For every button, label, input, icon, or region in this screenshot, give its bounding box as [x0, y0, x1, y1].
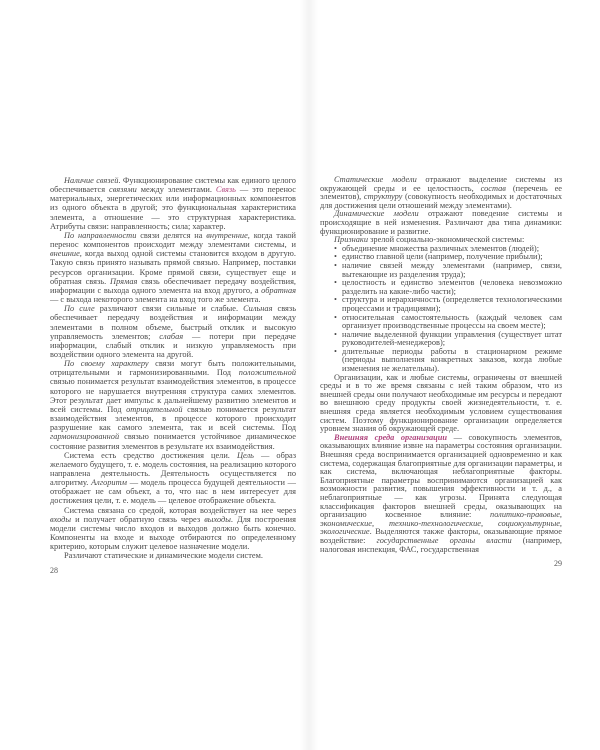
emphasized-term: Динамические модели: [334, 209, 419, 219]
emphasized-term: Наличие связей: [64, 176, 119, 185]
book-gutter-shadow: [300, 0, 318, 750]
text-run: различают связи сильные и слабые.: [94, 304, 244, 314]
emphasized-term: состав: [480, 183, 506, 193]
text-run: (совокупность необходимых и достаточных для достижения цели отношений между элементами).: [320, 192, 562, 210]
text-run: . Функционирование системы как единого целого обеспечивается: [50, 176, 296, 195]
text-run: (перечень ее элементов),: [320, 183, 562, 202]
emphasized-term: Прямая: [110, 276, 138, 286]
right-page: [320, 176, 562, 569]
list-item: • относительная самостоятельность (каждый человек сам организует производственные процессы на своем месте);: [334, 314, 562, 331]
emphasized-term: слабая: [159, 331, 184, 341]
text-run: и получает обратную связь через: [71, 514, 205, 524]
emphasized-term: гармонизированной: [50, 432, 120, 442]
text-run: . Для построения модели системы число входов и выходов должно быть конечно. Компоненты на входе и выходе отбираются по определенному критерию, которым служит целевое назначение модели.: [50, 514, 296, 552]
list-item: • длительные периоды работы в стационарном режиме (периоды выполнения конкретных заказов, когда любые изменения не желательны).: [334, 348, 562, 374]
emphasized-term: выходы: [204, 514, 231, 524]
text-run: Организации, как и любые системы, ограничены от внешней среды и в то же время связаны с ней таким образом, что из внешней среды они получают необходимые им ресурсы и передают во внешнюю среду продукты своей жизнедеятельности, т. е. внешняя среда является необходимым условием существования систем. Поэтому функционирование организации определяется уровнем знания об окружающей среде.: [320, 372, 562, 434]
text-run: — это перенос материальных, энергетических или информационных компонентов из одного объекта в другой; это функциональная характеристика элемента, а отношение — это структурная характеристика. Атрибуты связи: направленность; сила; характер.: [50, 185, 297, 231]
list-item: • наличие связей между элементами (например, связи, вытекающие из разделения труда);: [334, 262, 562, 279]
emphasized-term: внутренние: [206, 230, 248, 240]
text-run: ,: [559, 510, 562, 520]
emphasized-term: Связь: [215, 185, 236, 195]
right-page-text: [320, 176, 562, 554]
emphasized-term: технико-технологические: [388, 518, 481, 528]
emphasized-term: внешние: [50, 249, 80, 259]
paragraph: [50, 304, 296, 359]
list-item: • объединение множества различных элементов (людей);: [334, 245, 562, 254]
paragraph: [50, 176, 296, 231]
paragraph: [50, 551, 296, 560]
paragraph: [320, 374, 562, 434]
emphasized-term: По направленности: [64, 230, 137, 240]
emphasized-term: Алгоритм: [91, 478, 127, 488]
emphasized-term: структуру: [363, 192, 403, 202]
text-run: зрелой социально-экономической системы:: [368, 235, 525, 245]
emphasized-term: государственные органы власти: [376, 535, 512, 545]
paragraph: [50, 451, 296, 506]
emphasized-term: Внешняя среда организации: [334, 432, 448, 442]
text-run: между элементами.: [136, 185, 216, 195]
emphasized-term: экологические: [320, 527, 370, 537]
paragraph: [320, 210, 562, 236]
paragraph: [320, 176, 562, 210]
features-list: [320, 245, 562, 374]
emphasized-term: обратная: [261, 285, 296, 295]
emphasized-term: экономические: [320, 518, 372, 528]
text-run: — совокупность элементов, оказывающих влияние извне на параметры состояния организации. Внешняя среда воспринимается организацией одновременно и как система, содержащая благоприятные для организации параметры, и как система, включающая неблагоприятные факторы. Благоприятные параметры воспринимаются организацией как возможности развития, повышения эффективности и т. д., а неблагоприятные — как угрозы. Принята следующая классификация факторов внешней среды, оказывающих на организацию косвенное влияние:: [320, 432, 562, 520]
emphasized-term: социокультурные: [497, 518, 560, 528]
emphasized-term: Статические модели: [334, 175, 417, 184]
text-run: связью понимается результат взаимодействия элементов, в процессе которого происходит разрушение как самого элемента, так и всей системы. Под: [50, 404, 296, 433]
left-page: [50, 176, 296, 576]
text-run: Различают статические и динамические модели систем.: [64, 551, 263, 561]
emphasized-term: Сильная: [243, 304, 273, 314]
text-run: ,: [371, 518, 389, 528]
text-run: — образ желаемого будущего, т. е. модель состояния, на реализацию которого направлена деятельность. Деятельность осуществляется по алгоритму.: [50, 450, 296, 488]
text-run: , когда такой перенос компонентов происходит между элементами системы, и: [50, 230, 297, 250]
emphasized-term: положительной: [238, 368, 296, 378]
text-run: связь обеспечивает передачу воздействия, информации с выхода одного элемента на вход другого, а: [50, 276, 296, 295]
text-run: (например, налоговая инспекция, ФАС, государственная: [320, 535, 562, 554]
text-run: отражают выделение системы из окружающей среды и ее целостность,: [320, 175, 562, 193]
text-run: — потери при передаче информации, слабый отклик и низкую управляемость при воздействии одного элемента на другой.: [50, 331, 296, 359]
text-run: отражают поведение системы и происходящие в ней изменения. Различают два типа динамики: функционирование и развитие.: [320, 209, 562, 236]
list-item: • структура и иерархичность (определяется технологическими процессами и традициями);: [334, 296, 562, 313]
emphasized-term: Цель: [236, 450, 254, 460]
text-run: связью понимается результат взаимодействия элементов, в процессе которого не нарушается внутренняя структура самих элементов. Этот результат дает импульс к дальнейшему развитию элементов и всей системы. Под: [50, 377, 296, 414]
list-item: • целостность и единство элементов (человека невозможно разделить на какие-либо части);: [334, 279, 562, 296]
text-run: связи делятся на: [136, 230, 207, 240]
paragraph: [50, 231, 296, 304]
emphasized-term: политико-правовые: [490, 510, 560, 520]
list-item: • наличие выделенной функции управления (существует штат руководителей-менеджеров);: [334, 331, 562, 348]
text-run: связью понимается устойчивое динамическое состояние развития элементов в результате их взаимодействия.: [50, 432, 296, 451]
text-run: . Выделяются также факторы, оказывающие прямое воздействие:: [320, 527, 562, 545]
text-run: ,: [559, 518, 563, 528]
page-number-left: 28: [50, 565, 58, 575]
emphasized-term: Признаки: [334, 235, 369, 245]
left-page-text: [50, 176, 296, 561]
emphasized-term: отрицательной: [126, 404, 183, 414]
text-run: ,: [480, 518, 498, 528]
emphasized-term: входы: [50, 514, 72, 524]
text-run: — с выхода некоторого элемента на вход того же элемента.: [50, 295, 261, 305]
paragraph: [50, 359, 296, 451]
text-run: , когда выход одной системы становится входом в другую. Такую связь принято называть прямой связью. Например, поставки ресурсов организации. Кроме прямой связи, существует еще и обратная связь.: [50, 249, 296, 286]
text-run: Система есть средство достижения цели.: [64, 450, 237, 460]
paragraph: [320, 434, 562, 554]
paragraph: [50, 506, 296, 552]
page-number-right: 29: [554, 559, 562, 569]
emphasized-term: По силе: [64, 304, 95, 314]
list-item: • единство главной цели (например, получение прибыли);: [334, 253, 562, 262]
emphasized-term: связями: [109, 185, 137, 195]
text-run: Система связана со средой, которая воздействует на нее через: [64, 505, 296, 515]
emphasized-term: По своему характеру: [64, 359, 149, 369]
text-run: связь обеспечивает передачу воздействия и информации между элементами в полном объеме, быстрый отклик и высокую управляемость элементов;: [50, 304, 296, 341]
text-run: — модель процесса будущей деятельности — отображает не сам объект, а то, что нас в нем интересует для достижения цели, т. е. модель — целевое отображение объекта.: [50, 478, 297, 506]
text-run: связи могут быть положительными, отрицательными и гармонизированными. Под: [50, 359, 296, 378]
